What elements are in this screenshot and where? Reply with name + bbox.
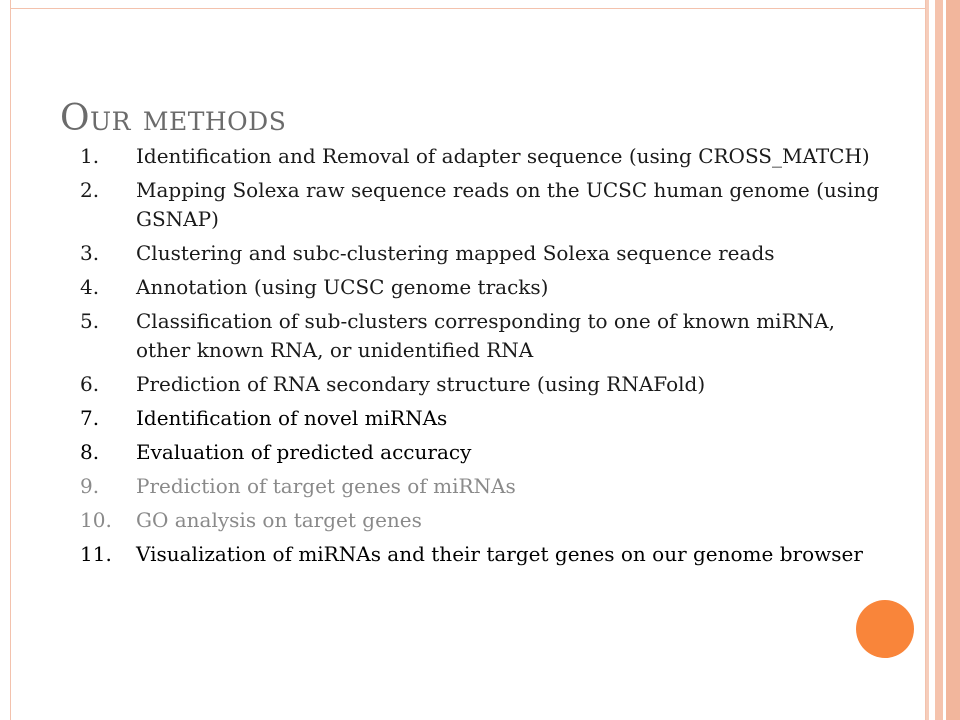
- list-item: [80, 540, 880, 569]
- decorative-orange-circle: [856, 600, 914, 658]
- list-item: [80, 307, 880, 365]
- list-item-number: 4.: [80, 275, 100, 299]
- methods-list: [80, 142, 880, 574]
- list-item-text: Evaluation of predicted accuracy: [136, 440, 472, 464]
- list-item-text: Clustering and subc-clustering mapped Solexa sequence reads: [136, 241, 775, 265]
- list-item-number: 8.: [80, 440, 100, 464]
- list-item-text: Prediction of RNA secondary structure (using RNAFold): [136, 372, 706, 396]
- list-item: [80, 506, 880, 535]
- slide-title: Our methods: [60, 98, 287, 139]
- list-item: [80, 370, 880, 399]
- list-item-number: 7.: [80, 406, 100, 430]
- right-decorative-band: [926, 0, 960, 720]
- list-item: [80, 472, 880, 501]
- list-item-number: 10.: [80, 508, 112, 532]
- list-item-number: 1.: [80, 144, 100, 168]
- list-item-number: 6.: [80, 372, 100, 396]
- list-item-number: 9.: [80, 474, 100, 498]
- list-item-number: 2.: [80, 178, 100, 202]
- list-item-text: Classification of sub-clusters corresponding to one of known miRNA, other known RNA, or unidentified RNA: [136, 309, 835, 362]
- list-item: [80, 142, 880, 171]
- list-item-number: 3.: [80, 241, 100, 265]
- list-item-text: GO analysis on target genes: [136, 508, 422, 532]
- slide-frame-top-rule: [10, 8, 926, 9]
- list-item-text: Visualization of miRNAs and their target genes on our genome browser: [136, 542, 863, 566]
- list-item-text: Annotation (using UCSC genome tracks): [136, 275, 549, 299]
- list-item-text: Prediction of target genes of miRNAs: [136, 474, 516, 498]
- list-item: [80, 273, 880, 302]
- list-item-number: 5.: [80, 309, 100, 333]
- list-item-number: 11.: [80, 542, 112, 566]
- list-item: [80, 438, 880, 467]
- list-item-text: Mapping Solexa raw sequence reads on the UCSC human genome (using GSNAP): [136, 178, 880, 231]
- list-item: [80, 176, 880, 234]
- list-item-text: Identification of novel miRNAs: [136, 406, 448, 430]
- list-item: [80, 404, 880, 433]
- list-item: [80, 239, 880, 268]
- list-item-text: Identification and Removal of adapter sequence (using CROSS_MATCH): [136, 144, 870, 168]
